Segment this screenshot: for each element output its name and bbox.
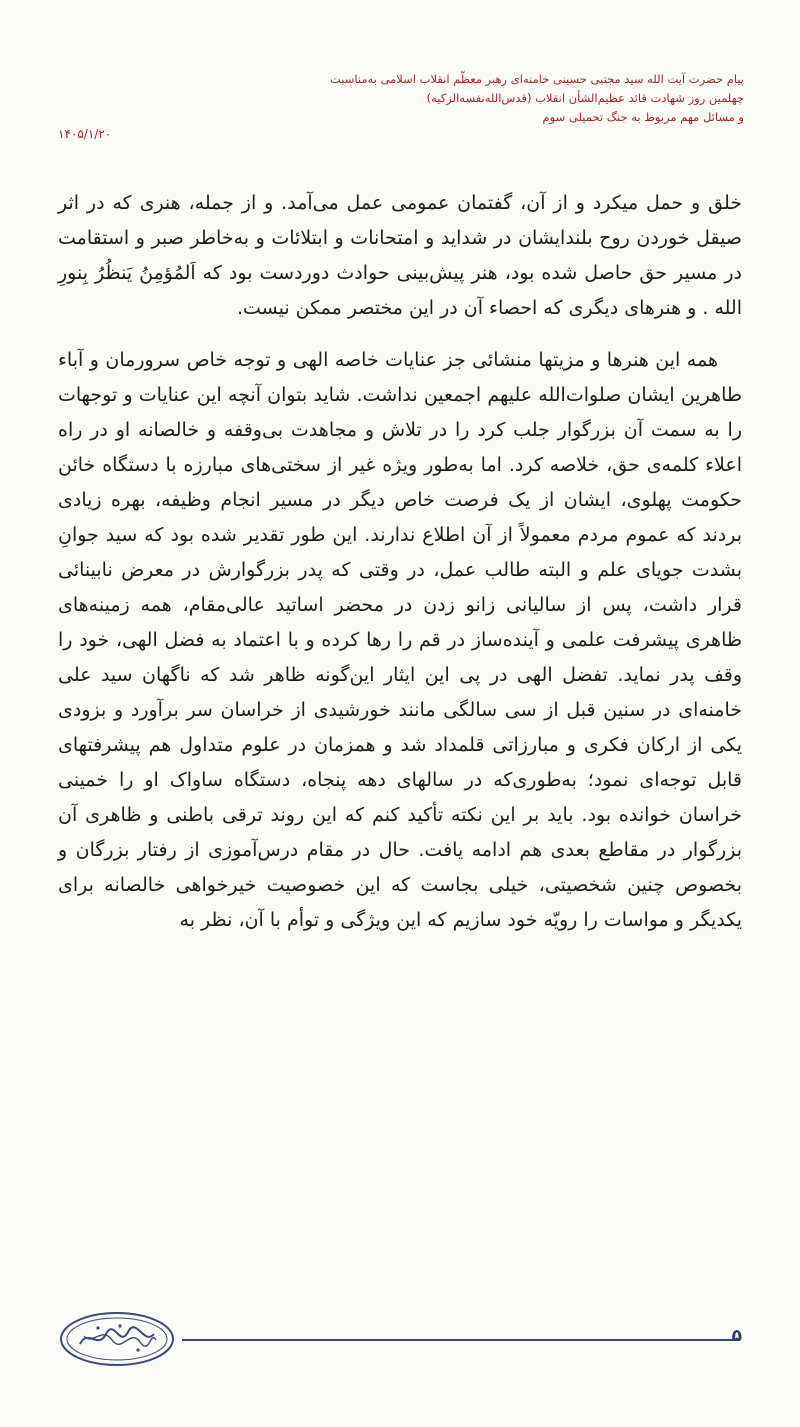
paragraph-2: همه این هنرها و مزیتها منشائی جز عنایات خاصه الهی و توجه خاص سرورمان و آباء طاهرین ایشان صلوات‌الله علیهم اجمعین نداشت. شاید بتوان آنچه این عنایات و توجهات را به سمت آن بزرگوار جلب کرد را در تلاش و مجاهدت بی‌وقفه و خالصانه او در راه اعلاء کلمه‌ی حق، خلاصه کرد. اما به‌طور ویژه غیر از سختی‌های مبارزه با دستگاه خائن حکومت پهلوی، ایشان از یک فرصت خاص دیگر در مسیر انجام وظیفه، بهره زیادی بردند که عموم مردم معمولاً از آن اطلاع ندارند. این طور تقدیر شده بود که سید جوانِ بشدت جویای علم و البته طالب عمل، در وقتی که پدر بزرگوارش در معرض نابینائی قرار داشت، پس از سالیانی زانو زدن در محضر اساتید عالی‌مقام، همه زمینه‌های ظاهری پیشرفت علمی و آینده‌ساز در قم را رها کرده و با اعتماد به فضل الهی، خود را وقف پدر نماید. تفضل الهی در پی این ایثار این‌گونه ظاهر شد که ناگهان سید علی خامنه‌ای در سنین قبل از سی سالگی مانند خورشیدی از خراسان سر برآورد و بزودی یکی از ارکان فکری و مبارزاتی قلمداد شد و همزمان در علوم متداول هم پیشرفتهای قابل توجه‌ای نمود؛ به‌طوری‌که در سالهای دهه پنجاه، دستگاه ساواک او را خمینی خراسان خوانده بود. باید بر این نکته تأکید کنم که این روند ترقی باطنی و ظاهری آن بزرگوار در مقاطع بعدی هم ادامه یافت. حال در مقام درس‌آموزی از رفتار بزرگان و بخصوص چنین شخصیتی، خیلی بجاست که این خصوصیت خیرخواهی خالصانه برای یکدیگر و مواسات را رویّه خود سازیم که این ویژگی و توأم با آن، نظر به [58,349,742,931]
page-header [56,70,744,127]
calligraphy-seal-icon [58,1310,176,1368]
paragraph-1: خلق و حمل میکرد و از آن، گفتمان عمومی عمل می‌آمد. و از جمله، هنری که در اثر صیقل خوردن روح بلندایشان در شداید و امتحانات و ابتلائات و به‌خاطر صبر و استقامت در مسیر حق حاصل شده بود، هنر پیش‌بینی حوادث دوردست بود که اَلمُؤمِنُ یَنظُرُ بِنورِ الله . و هنرهای دیگری که احصاء آن در این مختصر ممکن نیست. [58,192,742,319]
page-number: ۵ [731,1326,742,1346]
header-title-line3: و مسائل مهم مربوط به جنگ تحمیلی سوم [542,110,744,124]
header-title-line2: چهلمین روز شهادت قائد عظیم‌الشأن انقلاب (قدس‌الله‌نفسه‌الزکیه) [426,91,744,105]
message-body [58,186,742,955]
header-date: ۱۴۰۵/۱/۲۰ [58,127,112,141]
footer-divider [182,1339,740,1341]
header-title-line1: پیام حضرت آیت الله سید مجتبی حسینی خامنه‌ای رهبر معظّم انقلاب اسلامی به‌مناسبت [330,72,744,86]
